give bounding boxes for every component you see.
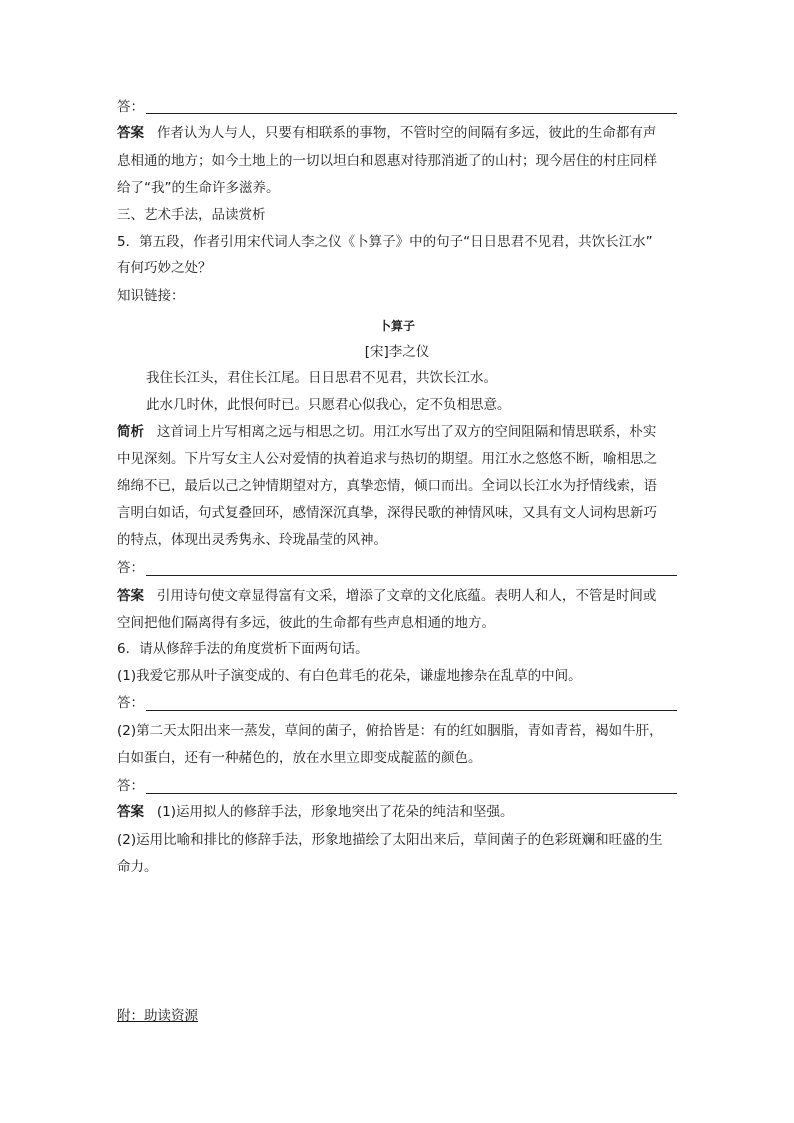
answer-text: 命力。 bbox=[117, 859, 158, 875]
analysis-tag: 简析 bbox=[117, 424, 144, 440]
analysis-text: 的特点，体现出灵秀隽永、玲珑晶莹的风神。 bbox=[117, 532, 387, 548]
answer-tag: 答案 bbox=[117, 804, 144, 820]
section-title: 三、艺术手法，品读赏析 bbox=[117, 207, 266, 223]
answer-text: (2)运用比喻和排比的修辞手法，形象地描绘了太阳出来后，草间菌子的色彩斑斓和旺盛的生 bbox=[117, 832, 663, 848]
answer-paragraph-line bbox=[117, 586, 656, 606]
answer-text: 引用诗句使文章显得富有文采，增添了文章的文化底蕴。表明人和人，不管是时间或 bbox=[156, 588, 657, 604]
analysis-text: 绵绵不已，最后以己之钟情期望对方，真挚恋情，倾口而出。全词以长江水为抒情线索，语 bbox=[117, 478, 657, 494]
poem-line: 我住长江头，君住长江尾。日日思君不见君，共饮长江水。 bbox=[146, 370, 497, 386]
answer-label: 答： bbox=[117, 560, 144, 576]
analysis-text: 言明白如话，句式复叠回环，感情深沉真挚，深得民歌的神情风味，又具有文人词构思新巧 bbox=[117, 505, 657, 521]
answer-paragraph-line bbox=[117, 802, 514, 822]
answer-paragraph-line bbox=[117, 123, 656, 143]
answer-text: 给了“我”的生命许多滋养。 bbox=[117, 180, 280, 196]
answer-text: (1)运用拟人的修辞手法，形象地突出了花朵的纯洁和坚强。 bbox=[156, 804, 514, 820]
answer-line bbox=[146, 710, 677, 711]
analysis-text: 中见深刻。下片写女主人公对爱情的执着追求与热切的期望。用江水之悠悠不断，喻相思之 bbox=[117, 451, 657, 467]
answer-text: 作者认为人与人，只要有相联系的事物，不管时空的间隔有多远，彼此的生命都有声 bbox=[156, 125, 657, 141]
answer-line bbox=[146, 575, 677, 576]
analysis-text: 这首词上片写相离之远与相思之切。用江水写出了双方的空间阻隔和情思联系，朴实 bbox=[156, 424, 657, 440]
answer-label: 答： bbox=[117, 695, 144, 711]
knowledge-link-label: 知识链接： bbox=[117, 288, 185, 304]
answer-text: 空间把他们隔离得有多远，彼此的生命都有些声息相通的地方。 bbox=[117, 615, 495, 631]
question-sentence: (2)第二天太阳出来一蒸发，草间的菌子，俯拾皆是：有的红如胭脂，青如青苔，褐如牛肝， bbox=[117, 723, 663, 739]
answer-text: 息相通的地方；如今土地上的一切以坦白和恩惠对待那消逝了的山村；现今居住的村庄同样 bbox=[117, 153, 657, 169]
question-text: 5．第五段，作者引用宋代词人李之仪《卜算子》中的句子“日日思君不见君，共饮长江水” bbox=[117, 234, 653, 250]
question-sentence: (1)我爱它那从叶子演变成的、有白色茸毛的花朵，谦虚地掺杂在乱草的中间。 bbox=[117, 668, 582, 684]
answer-line bbox=[146, 793, 677, 794]
question-text: 6．请从修辞手法的角度赏析下面两句话。 bbox=[117, 641, 369, 657]
answer-label: 答： bbox=[117, 778, 144, 794]
poem-title: 卜算子 bbox=[378, 319, 415, 333]
poem-author: [宋]李之仪 bbox=[364, 344, 430, 360]
poem-line: 此水几时休，此恨何时已。只愿君心似我心，定不负相思意。 bbox=[146, 397, 511, 413]
answer-tag: 答案 bbox=[117, 125, 144, 141]
question-sentence: 白如蛋白，还有一种赭色的，放在水里立即变成靛蓝的颜色。 bbox=[117, 750, 482, 766]
appendix-heading: 附：助读资源 bbox=[117, 1008, 198, 1024]
answer-tag: 答案 bbox=[117, 588, 144, 604]
answer-line bbox=[146, 113, 677, 114]
answer-label: 答： bbox=[117, 99, 144, 115]
question-text: 有何巧妙之处？ bbox=[117, 260, 212, 276]
analysis-paragraph-line bbox=[117, 422, 656, 442]
